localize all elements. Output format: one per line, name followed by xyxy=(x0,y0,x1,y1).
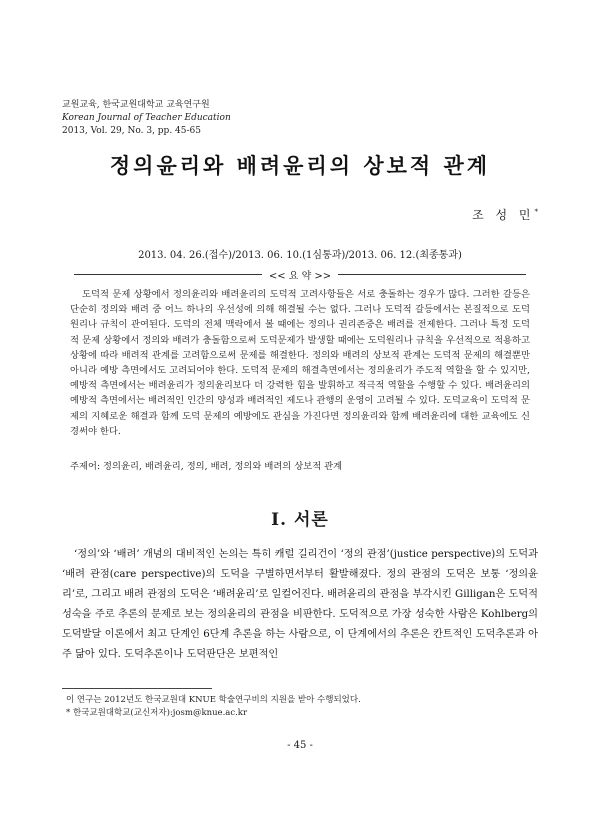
footnote-divider xyxy=(62,688,212,689)
footnote-affiliation: * 한국교원대학교(교신저자):josm@knue.ac.kr xyxy=(66,708,248,718)
journal-title-en: Korean Journal of Teacher Education xyxy=(62,113,231,123)
submission-dates: 2013. 04. 26.(접수)/2013. 06. 10.(1심통과)/2013. 06. 12.(최종통과) xyxy=(138,250,462,261)
abstract-heading: << 요 약 >> xyxy=(268,271,332,282)
abstract-heading-row xyxy=(62,267,538,281)
author-name-text: 조 성 민 xyxy=(472,208,535,222)
section-heading: I. 서론 xyxy=(271,510,329,530)
author-name xyxy=(472,206,538,223)
footnote-funding: 이 연구는 2012년도 한국교원대 KNUE 학술연구비의 지원을 받아 수행되었다. xyxy=(66,695,361,705)
journal-info xyxy=(62,99,362,138)
abstract-text: 도덕적 문제 상황에서 정의윤리와 배려윤리의 도덕적 고려사항들은 서로 충돌하는 경우가 많다. 그러한 갈등은 단순히 정의와 배려 중 어느 하나의 우선성에 의해 해결될 수는 없다. 그러나 도덕적 갈등에서는 본질적으로 도덕원리나 규칙이 관여된다. 도덕의 전체 맥락에서 볼 때에는 정의나 권리존중은 배려를 전제한다. 그러나 특정 도덕적 문제 상황에서 정의와 배려가 충돌함으로써 도덕문제가 발생할 때에는 도덕원리나 규칙을 우선적으로 적용하고 상황에 따라 배려적 관계를 고려함으로써 문제를 해결한다. 정의와 배려의 상보적 관계는 도덕적 문제의 해결뿐만 아니라 예방 측면에서도 고려되어야 한다. 도덕적 문제의 해결측면에서는 정의윤리가 주도적 역할을 할 수 있지만, 예방적 측면에서는 배려윤리가 정의윤리보다 더 강력한 힘을 발휘하고 적극적 역할을 수행할 수 있다. 배려윤리의 예방적 측면에서는 배려적인 인간의 양성과 배려적인 제도나 관행의 운영이 고려될 수 있다. 도덕교육이 도덕적 문제의 지혜로운 해결과 함께 도덕 문제의 예방에도 관심을 가진다면 정의윤리와 함께 배려윤리에 대한 교육에도 신경써야 한다. xyxy=(70,289,530,437)
footnotes xyxy=(62,694,538,720)
paper-title: 정의윤리와 배려윤리의 상보적 관계 xyxy=(109,153,491,178)
journal-publisher: 교원교육, 한국교원대학교 교육연구원 xyxy=(62,100,210,110)
keywords: 주제어: 정의윤리, 배려윤리, 정의, 배려, 정의와 배려의 상보적 관계 xyxy=(70,461,343,472)
journal-citation: 2013, Vol. 29, No. 3, pp. 45-65 xyxy=(62,126,201,136)
introduction-paragraph: ‘정의’와 ‘배려’ 개념의 대비적인 논의는 특히 캐럴 길리건이 ‘정의 관점’(justice perspective)의 도덕과 ‘배려 관점(care perspective)의 도덕을 구별하면서부터 활발해졌다. 정의 관점의 도덕은 보통 ‘정의윤리’로, 그리고 배려 관점의 도덕은 ‘배려윤리’로 일컬어진다. 배려윤리의 관점을 부각시킨 Gilligan은 도덕적 성숙을 주로 추론의 문제로 보는 정의윤리의 관점을 비판한다. 도덕적으로 가장 성숙한 사람은 Kohlberg의 도덕발달 이론에서 최고 단계인 6단계 추론을 하는 사람으로, 이 단계에서의 추론은 칸트적인 도덕추론과 아주 닮아 있다. 도덕추론이나 도덕판단은 보편적인 xyxy=(62,549,538,660)
abstract-heading-rule-right xyxy=(338,274,526,275)
page-number: - 45 - xyxy=(287,740,313,751)
author-footnote-mark: * xyxy=(534,208,538,216)
